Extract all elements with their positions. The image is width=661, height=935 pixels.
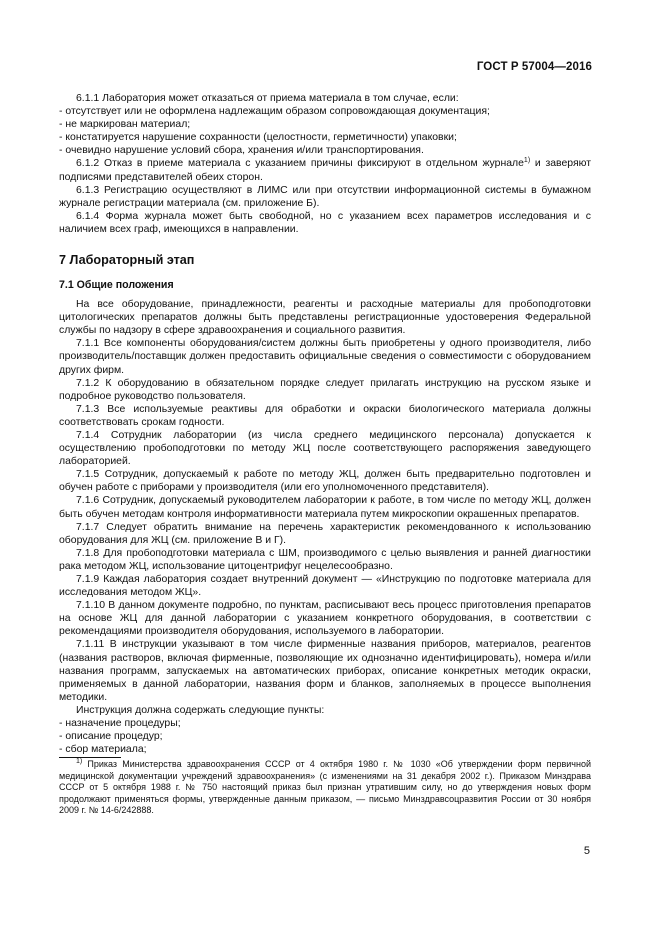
subsection-heading: 7.1 Общие положения xyxy=(59,279,174,292)
paragraph: 6.1.4 Форма журнала может быть свободной, но с указанием всех параметров исследования и с наличием всех граф, имеющихся в направлении. xyxy=(59,210,591,235)
section-6-1-paragraphs-cont xyxy=(59,184,591,236)
paragraph: 7.1.6 Сотрудник, допускаемый руководителем лаборатории к работе, в том числе по методу ЖЦ, должен быть обучен методам контроля информативности материала путем микроскопии окрашенных препаратов. xyxy=(59,495,591,520)
footnote-marker: 1) xyxy=(523,157,531,165)
paragraph: 7.1.7 Следует обратить внимание на перечень характеристик рекомендованного к использованию оборудования для ЖЦ (см. приложение В и Г). xyxy=(59,521,591,546)
document-body xyxy=(59,92,591,816)
list-item: - очевидно нарушение условий сбора, хранения и/или транспортирования. xyxy=(59,145,424,157)
list-item: - констатируется нарушение сохранности (целостности, герметичности) упаковки; xyxy=(59,132,457,144)
paragraph: 6.1.1 Лаборатория может отказаться от приема материала в том случае, если: xyxy=(76,93,459,104)
paragraph: 7.1.9 Каждая лаборатория создает внутренний документ — «Инструкцию по подготовке материала для исследования методом ЖЦ». xyxy=(59,574,591,599)
section-6-1-paragraphs xyxy=(59,92,591,157)
list-item: - назначение процедуры; xyxy=(59,718,181,730)
paragraph: 7.1.3 Все используемые реактивы для обработки и окраски биологического материала должны соответствовать срокам годности. xyxy=(59,403,591,428)
list-item: - отсутствует или не оформлена надлежащим образом сопровождающая документация; xyxy=(59,106,490,118)
paragraph: Инструкция должна содержать следующие пункты: xyxy=(76,704,325,716)
footnote: $^{1)}$ Приказ Министерства здравоохранения СССР от 4 октября 1980 г. № 1030 «Об утверждении форм первичной медицинской документации учреждений здравоохранения» (с изменениями на 31 декабря 2002 г.). Приказом Минздрава СССР от 5 октября 1988 г. № 750 настоящий приказ был признан утратившим силу, но до утверждения новых форм продолжают применяться формы, утвержденные данным приказом, — письмо Минздравсоцразвития России от 30 ноября 2009 г. № 14-6/242888. xyxy=(59,758,591,815)
section-7-1-paragraphs xyxy=(59,298,591,756)
paragraph: На все оборудование, принадлежности, реагенты и расходные материалы для пробоподготовки цитологических препаратов должны быть представлены регистрационные удостоверения Федеральной службы по надзору в сфере здравоохранения и социального развития. xyxy=(59,299,591,337)
list-item: - сбор материала; xyxy=(59,744,147,756)
paragraph: 7.1.1 Все компоненты оборудования/систем должны быть приобретены у одного производителя, либо производитель/поставщик должен предоставить официальные сведения о совместимости с оборудованием других фирм. xyxy=(59,338,591,376)
paragraph: 7.1.4 Сотрудник лаборатории (из числа среднего медицинского персонала) допускается к осуществлению пробоподготовки по методу ЖЦ после соответствующего распоряжения заведующего лабораторией. xyxy=(59,429,591,468)
list-item: - не маркирован материал; xyxy=(59,119,191,131)
paragraph: 7.1.8 Для пробоподготовки материала с ШМ, производимого с целью выявления и ранней диагностики рака методом ЖЦ, использование цитоцентрифуг нецелесообразно. xyxy=(59,547,591,572)
paragraph: 7.1.10 В данном документе подробно, по пунктам, расписывают весь процесс приготовления препаратов на основе ЖЦ для данной лаборатории с указанием конкретного оборудования, в соответствии с рекомендациями производителя оборудования, используемого в лаборатории. xyxy=(59,600,591,638)
paragraph: 7.1.11 В инструкции указывают в том числе фирменные названия приборов, материалов, реагентов (названия растворов, включая фирменные, позволяющие их однозначно идентифицировать), номера и/или названия программ, запускаемых на автоматических приборах, описание конкретных методик окраски, применяемых в данной лаборатории, названия форм и бланков, заполняемых в процессе выполнения методики. xyxy=(59,639,591,703)
page-number: 5 xyxy=(583,845,590,857)
section-heading: 7 Лабораторный этап xyxy=(59,253,195,268)
footnote-number: 1) xyxy=(76,758,83,766)
paragraph: 7.1.2 К оборудованию в обязательном порядке следует прилагать инструкцию на русском языке и подробное руководство пользователя. xyxy=(59,377,591,402)
document-header: ГОСТ Р 57004—2016 xyxy=(476,61,592,73)
paragraph: 7.1.5 Сотрудник, допускаемый к работе по методу ЖЦ, должен быть предварительно подготовлен и обучен работе с приборами у производителя (или его уполномоченного представителя). xyxy=(59,469,591,494)
list-item: - описание процедур; xyxy=(59,731,163,743)
paragraph-6-1-2: 6.1.2 Отказ в приеме материала с указанием причины фиксируют в отдельном журнале$^{1)}$ и заверяют подписями представителей обеих сторон. xyxy=(59,157,592,183)
paragraph: 6.1.3 Регистрацию осуществляют в ЛИМС или при отсутствии информационной системы в бумажном журнале регистрации материала (см. приложение Б). xyxy=(59,184,591,209)
